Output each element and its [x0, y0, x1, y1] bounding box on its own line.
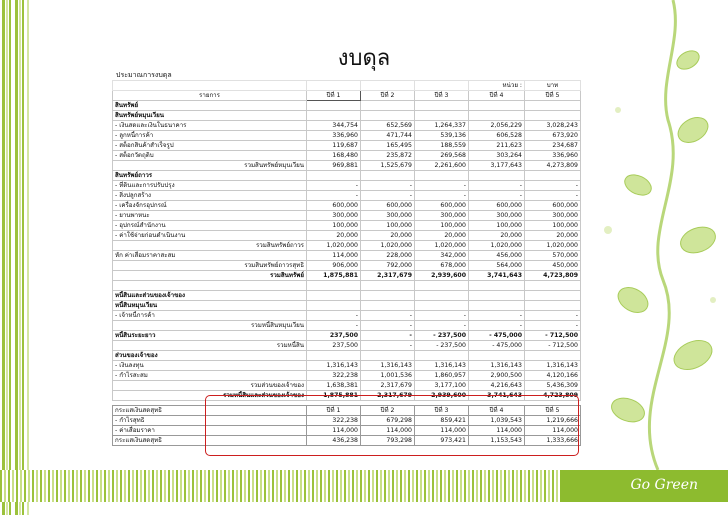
value-cell: 600,000: [525, 201, 581, 211]
value-cell: [469, 351, 525, 361]
row-label: รวมหนี้สินหมุนเวียน: [113, 321, 307, 331]
cashflow-header-cell: กระแสเงินสดสุทธิ: [113, 406, 307, 416]
value-cell: 1,020,000: [415, 241, 469, 251]
table-row: [113, 171, 581, 181]
row-label: - สต็อกสินค้าสำเร็จรูป: [113, 141, 307, 151]
table-row: [113, 371, 581, 381]
value-cell: 2,056,229: [469, 121, 525, 131]
row-label: รวมสินทรัพย์หมุนเวียน: [113, 161, 307, 171]
cashflow-row-label: - ค่าเสื่อมราคา: [113, 426, 307, 436]
value-cell: [469, 171, 525, 181]
value-cell: -: [307, 181, 361, 191]
cashflow-row-label: กระแสเงินสดสุทธิ: [113, 436, 307, 446]
value-cell: 1,316,143: [361, 361, 415, 371]
value-cell: 303,264: [469, 151, 525, 161]
value-cell: -: [525, 191, 581, 201]
value-cell: 1,001,536: [361, 371, 415, 381]
slide-title: งบดุล: [337, 46, 391, 71]
footer-bar: [0, 470, 728, 502]
value-cell: - 712,500: [525, 341, 581, 351]
sheet-title: ประมาณการงบดุล: [116, 71, 172, 79]
value-cell: 3,028,243: [525, 121, 581, 131]
value-cell: 600,000: [415, 201, 469, 211]
value-cell: 2,317,679: [361, 391, 415, 401]
value-cell: 1,316,143: [415, 361, 469, 371]
table-row: [113, 261, 581, 271]
table-row: [113, 161, 581, 171]
value-cell: 269,568: [415, 151, 469, 161]
value-cell: 2,939,600: [415, 391, 469, 401]
value-cell: 652,569: [361, 121, 415, 131]
value-cell: -: [307, 321, 361, 331]
value-cell: [307, 101, 361, 111]
value-cell: -: [525, 321, 581, 331]
value-cell: -: [525, 311, 581, 321]
value-cell: 969,881: [307, 161, 361, 171]
value-cell: 1,316,143: [307, 361, 361, 371]
header-cell: ปีที่ 4: [469, 91, 525, 101]
value-cell: 336,960: [307, 131, 361, 141]
value-cell: [415, 101, 469, 111]
table-row: [113, 191, 581, 201]
value-cell: [525, 101, 581, 111]
value-cell: [469, 101, 525, 111]
value-cell: - 237,500: [415, 341, 469, 351]
value-cell: 4,216,643: [469, 381, 525, 391]
value-cell: 1,316,143: [469, 361, 525, 371]
value-cell: 1,020,000: [525, 241, 581, 251]
value-cell: 188,559: [415, 141, 469, 151]
table-row: [113, 211, 581, 221]
cashflow-value-cell: 1,153,543: [469, 436, 525, 446]
cashflow-value-cell: 114,000: [307, 426, 361, 436]
value-cell: 2,317,679: [361, 271, 415, 281]
value-cell: 606,528: [469, 131, 525, 141]
value-cell: 300,000: [361, 211, 415, 221]
value-cell: [361, 101, 415, 111]
footer-stripes: [0, 470, 560, 502]
value-cell: 1,525,679: [361, 161, 415, 171]
value-cell: 20,000: [415, 231, 469, 241]
value-cell: 20,000: [307, 231, 361, 241]
value-cell: [525, 111, 581, 121]
value-cell: 168,480: [307, 151, 361, 161]
table-row: [113, 181, 581, 191]
value-cell: 471,744: [361, 131, 415, 141]
value-cell: [361, 291, 415, 301]
row-label: - เจ้าหนี้การค้า: [113, 311, 307, 321]
cashflow-header-cell: ปีที่ 4: [469, 406, 525, 416]
value-cell: 1,316,143: [525, 361, 581, 371]
value-cell: [361, 281, 415, 291]
value-cell: 600,000: [469, 201, 525, 211]
value-cell: -: [307, 191, 361, 201]
value-cell: 114,000: [307, 251, 361, 261]
value-cell: 1,875,881: [307, 271, 361, 281]
table-row: [113, 251, 581, 261]
cashflow-value-cell: 322,238: [307, 416, 361, 426]
value-cell: -: [469, 311, 525, 321]
value-cell: [469, 281, 525, 291]
row-label: - ลูกหนี้การค้า: [113, 131, 307, 141]
value-cell: [469, 291, 525, 301]
value-cell: 906,000: [307, 261, 361, 271]
header-cell: ปีที่ 1: [307, 91, 361, 101]
value-cell: [525, 281, 581, 291]
value-cell: -: [361, 311, 415, 321]
vine-leaves-decoration: [588, 0, 728, 470]
value-cell: -: [361, 341, 415, 351]
row-label: รวมสินทรัพย์ถาวรสุทธิ: [113, 261, 307, 271]
value-cell: [415, 351, 469, 361]
value-cell: -: [361, 321, 415, 331]
value-cell: 300,000: [525, 211, 581, 221]
cashflow-header-cell: ปีที่ 5: [525, 406, 581, 416]
value-cell: 456,000: [469, 251, 525, 261]
header-cell: ปีที่ 5: [525, 91, 581, 101]
row-label: รวมสินทรัพย์ถาวร: [113, 241, 307, 251]
row-label: สินทรัพย์หมุนเวียน: [113, 111, 307, 121]
value-cell: 100,000: [469, 221, 525, 231]
value-cell: 678,000: [415, 261, 469, 271]
value-cell: 100,000: [307, 221, 361, 231]
value-cell: 3,177,643: [469, 161, 525, 171]
table-row: [113, 281, 581, 291]
left-stripes-decoration: [0, 0, 40, 515]
value-cell: -: [469, 321, 525, 331]
footer-brand-panel: [560, 470, 728, 502]
table-row: [113, 221, 581, 231]
value-cell: [361, 351, 415, 361]
cashflow-value-cell: 114,000: [415, 426, 469, 436]
footer-text: Go Green: [630, 477, 698, 493]
cashflow-row-label: - กำไรสุทธิ: [113, 416, 307, 426]
row-label: - ค่าใช้จ่ายก่อนดำเนินงาน: [113, 231, 307, 241]
row-label: - เครื่องจักรอุปกรณ์: [113, 201, 307, 211]
value-cell: 4,723,809: [525, 391, 581, 401]
row-label: รวมสินทรัพย์: [113, 271, 307, 281]
value-cell: 1,020,000: [307, 241, 361, 251]
value-cell: 2,939,600: [415, 271, 469, 281]
value-cell: 119,687: [307, 141, 361, 151]
table-row: [113, 311, 581, 321]
header-cell: ปีที่ 3: [415, 91, 469, 101]
table-row: [113, 381, 581, 391]
value-cell: [525, 301, 581, 311]
cashflow-header-cell: ปีที่ 2: [361, 406, 415, 416]
value-cell: [469, 301, 525, 311]
value-cell: [307, 301, 361, 311]
value-cell: 4,723,809: [525, 271, 581, 281]
value-cell: 336,960: [525, 151, 581, 161]
value-cell: [525, 351, 581, 361]
value-cell: -: [469, 191, 525, 201]
value-cell: -: [361, 181, 415, 191]
value-cell: 564,000: [469, 261, 525, 271]
unit-value: บาท: [525, 81, 581, 91]
row-label: - สต็อกวัตถุดิบ: [113, 151, 307, 161]
row-label: หนี้สินและส่วนของเจ้าของ: [113, 291, 307, 301]
value-cell: 570,000: [525, 251, 581, 261]
table-row: [113, 351, 581, 361]
value-cell: 2,261,600: [415, 161, 469, 171]
cashflow-value-cell: 436,238: [307, 436, 361, 446]
table-row: [113, 201, 581, 211]
value-cell: [415, 281, 469, 291]
value-cell: 20,000: [525, 231, 581, 241]
header-row: [113, 91, 581, 101]
value-cell: [525, 291, 581, 301]
value-cell: 235,872: [361, 151, 415, 161]
value-cell: 3,177,100: [415, 381, 469, 391]
value-cell: [307, 291, 361, 301]
cashflow-value-cell: 859,421: [415, 416, 469, 426]
cashflow-value-cell: 114,000: [361, 426, 415, 436]
value-cell: 211,623: [469, 141, 525, 151]
value-cell: 792,000: [361, 261, 415, 271]
value-cell: 600,000: [307, 201, 361, 211]
value-cell: -: [415, 181, 469, 191]
value-cell: [307, 351, 361, 361]
table-row: [113, 341, 581, 351]
value-cell: 3,741,643: [469, 391, 525, 401]
value-cell: 1,875,881: [307, 391, 361, 401]
value-cell: 165,495: [361, 141, 415, 151]
row-label: [113, 281, 307, 291]
cashflow-header-cell: ปีที่ 1: [307, 406, 361, 416]
value-cell: - 712,500: [525, 331, 581, 341]
balance-sheet: [112, 70, 582, 446]
value-cell: 4,120,166: [525, 371, 581, 381]
value-cell: 673,920: [525, 131, 581, 141]
row-label: หนี้สินระยะยาว: [113, 331, 307, 341]
row-label: รวมส่วนของเจ้าของ: [113, 381, 307, 391]
value-cell: 1,860,957: [415, 371, 469, 381]
table-row: [113, 101, 581, 111]
balance-sheet-table: [112, 80, 581, 401]
value-cell: [307, 281, 361, 291]
row-label: หัก ค่าเสื่อมราคาสะสม: [113, 251, 307, 261]
table-row: [113, 151, 581, 161]
cashflow-value-cell: 114,000: [469, 426, 525, 436]
table-row: [113, 231, 581, 241]
table-row: [113, 361, 581, 371]
value-cell: 100,000: [525, 221, 581, 231]
table-row: [113, 141, 581, 151]
value-cell: [415, 171, 469, 181]
value-cell: 1,020,000: [469, 241, 525, 251]
row-label: - เงินลงทุน: [113, 361, 307, 371]
row-label: - ที่ดินและการปรับปรุง: [113, 181, 307, 191]
row-label: รวมหนี้สินและส่วนของเจ้าของ: [113, 391, 307, 401]
table-row: [113, 321, 581, 331]
value-cell: 1,020,000: [361, 241, 415, 251]
value-cell: -: [415, 191, 469, 201]
value-cell: -: [361, 191, 415, 201]
value-cell: 2,317,679: [361, 381, 415, 391]
row-label: รวมหนี้สิน: [113, 341, 307, 351]
row-label: - กำไรสะสม: [113, 371, 307, 381]
cashflow-value-cell: 1,333,666: [525, 436, 581, 446]
value-cell: [307, 111, 361, 121]
row-label: สินทรัพย์ถาวร: [113, 171, 307, 181]
table-row: [113, 271, 581, 281]
table-row: [113, 331, 581, 341]
cashflow-header-cell: ปีที่ 3: [415, 406, 469, 416]
row-label: - สิ่งปลูกสร้าง: [113, 191, 307, 201]
value-cell: 1,638,381: [307, 381, 361, 391]
value-cell: 237,500: [307, 331, 361, 341]
value-cell: 344,754: [307, 121, 361, 131]
value-cell: [361, 171, 415, 181]
row-label: ส่วนของเจ้าของ: [113, 351, 307, 361]
value-cell: - 237,500: [415, 331, 469, 341]
value-cell: [415, 111, 469, 121]
value-cell: [361, 111, 415, 121]
value-cell: [415, 301, 469, 311]
row-label: - อุปกรณ์สำนักงาน: [113, 221, 307, 231]
value-cell: 228,000: [361, 251, 415, 261]
value-cell: [361, 301, 415, 311]
unit-label: หน่วย :: [469, 81, 525, 91]
value-cell: - 475,000: [469, 331, 525, 341]
value-cell: -: [415, 311, 469, 321]
cashflow-value-cell: 679,298: [361, 416, 415, 426]
value-cell: - 475,000: [469, 341, 525, 351]
value-cell: 234,687: [525, 141, 581, 151]
value-cell: 1,264,337: [415, 121, 469, 131]
table-row: [113, 131, 581, 141]
table-row: [113, 121, 581, 131]
row-label: - เงินสดและเงินในธนาคาร: [113, 121, 307, 131]
unit-row: [113, 81, 581, 91]
cashflow-value-cell: 114,000: [525, 426, 581, 436]
cashflow-value-cell: 1,219,666: [525, 416, 581, 426]
value-cell: 5,436,309: [525, 381, 581, 391]
value-cell: 2,900,500: [469, 371, 525, 381]
cashflow-highlight-box: [205, 395, 579, 456]
value-cell: 100,000: [415, 221, 469, 231]
value-cell: 539,136: [415, 131, 469, 141]
row-label: - ยานพาหนะ: [113, 211, 307, 221]
value-cell: -: [525, 181, 581, 191]
value-cell: -: [361, 331, 415, 341]
value-cell: 20,000: [361, 231, 415, 241]
value-cell: 300,000: [307, 211, 361, 221]
value-cell: 237,500: [307, 341, 361, 351]
cashflow-value-cell: 793,298: [361, 436, 415, 446]
header-cell: ปีที่ 2: [361, 91, 415, 101]
header-cell: รายการ: [113, 91, 307, 101]
row-label: หนี้สินหมุนเวียน: [113, 301, 307, 311]
value-cell: 322,238: [307, 371, 361, 381]
value-cell: -: [307, 311, 361, 321]
table-row: [113, 301, 581, 311]
value-cell: 600,000: [361, 201, 415, 211]
value-cell: 300,000: [415, 211, 469, 221]
table-row: [113, 291, 581, 301]
value-cell: 4,273,809: [525, 161, 581, 171]
cashflow-value-cell: 973,421: [415, 436, 469, 446]
value-cell: [307, 171, 361, 181]
value-cell: -: [415, 321, 469, 331]
value-cell: 3,741,643: [469, 271, 525, 281]
row-label: สินทรัพย์: [113, 101, 307, 111]
value-cell: 450,000: [525, 261, 581, 271]
value-cell: -: [469, 181, 525, 191]
value-cell: 300,000: [469, 211, 525, 221]
value-cell: 20,000: [469, 231, 525, 241]
value-cell: 342,000: [415, 251, 469, 261]
value-cell: [525, 171, 581, 181]
value-cell: [469, 111, 525, 121]
cashflow-value-cell: 1,039,543: [469, 416, 525, 426]
table-row: [113, 111, 581, 121]
value-cell: 100,000: [361, 221, 415, 231]
table-row: [113, 241, 581, 251]
value-cell: [415, 291, 469, 301]
